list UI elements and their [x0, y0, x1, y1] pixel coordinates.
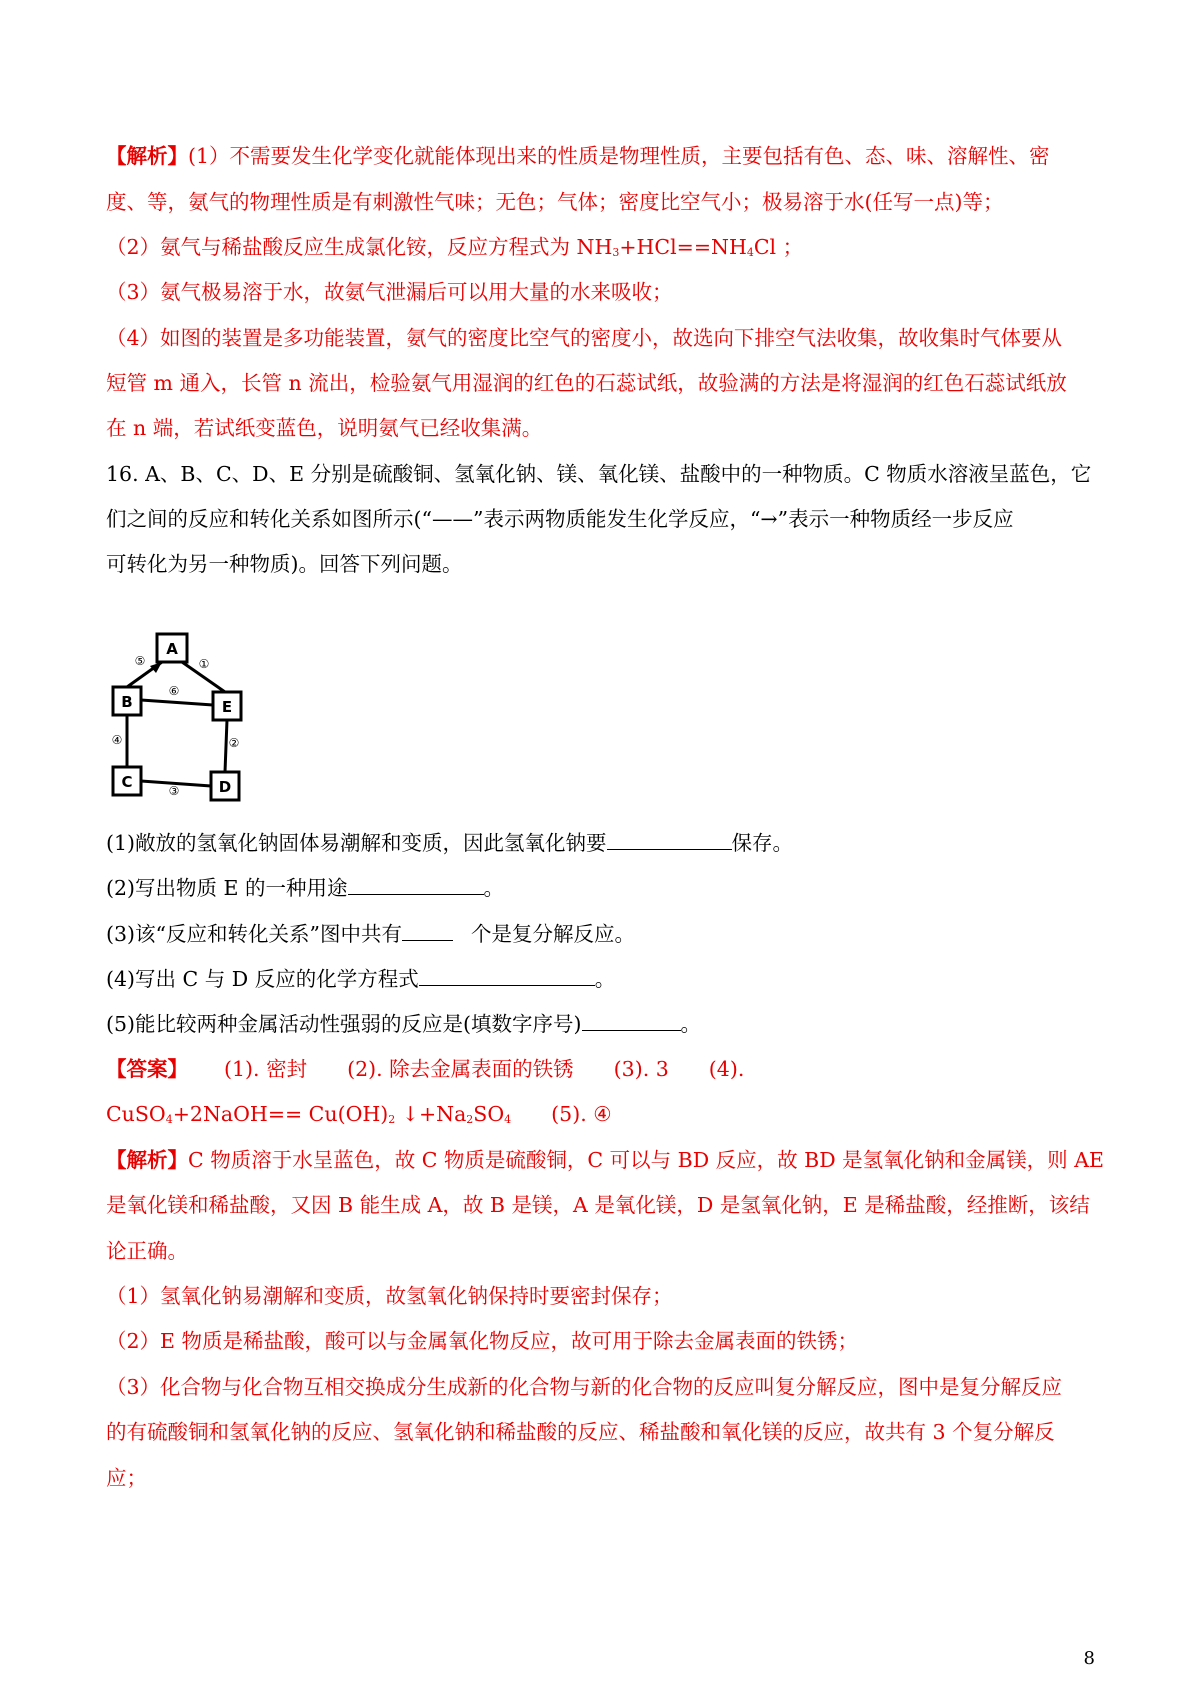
- label-c: C: [121, 773, 133, 791]
- arrow-head: [150, 662, 162, 673]
- analysis2-line3: 论正确。: [106, 1239, 188, 1263]
- analysis1-line1: 【解析】(1）不需要发生化学变化就能体现出来的性质是物理性质，主要包括有色、态、味、溶解性、密: [106, 144, 1050, 168]
- answer-tag: 【答案】: [106, 1057, 188, 1081]
- analysis1-line2: 度、等，氨气的物理性质是有刺激性气味；无色；气体；密度比空气小；极易溶于水(任写一点)等；: [106, 190, 1004, 214]
- analysis-tag: 【解析】: [106, 144, 188, 168]
- num-6: ⑥: [168, 684, 180, 698]
- label-a: A: [166, 640, 178, 658]
- sub-question-4: (4)写出 C 与 D 反应的化学方程式 。: [106, 963, 615, 994]
- label-e: E: [221, 698, 233, 716]
- edge-b-e: [141, 700, 213, 705]
- num-5: ⑤: [134, 654, 146, 668]
- question16-line2: 们之间的反应和转化关系如图所示(“——”表示两物质能发生化学反应，“→”表示一种物质经一步反应: [106, 507, 1014, 531]
- sub-question-3: (3)该“反应和转化关系”图中共有 个是复分解反应。: [106, 918, 635, 949]
- num-3: ③: [168, 784, 180, 798]
- answer-blank-2[interactable]: [348, 872, 484, 895]
- answer-blank-4[interactable]: [419, 963, 595, 986]
- analysis1-line5: （4）如图的装置是多功能装置，氨气的密度比空气的密度小，故选向下排空气法收集，故收集时气体要从: [106, 326, 1063, 350]
- sub-question-1: (1)敞放的氢氧化钠固体易潮解和变质，因此氢氧化钠要 保存。: [106, 827, 793, 858]
- answer-blank-5[interactable]: [582, 1008, 681, 1031]
- analysis2-line2: 是氧化镁和稀盐酸，又因 B 能生成 A，故 B 是镁，A 是氧化镁，D 是氢氧化钠，E 是稀盐酸，经推断，该结: [106, 1193, 1090, 1217]
- question16-line3: 可转化为另一种物质)。回答下列问题。: [106, 552, 463, 576]
- analysis-tag-2: 【解析】: [106, 1148, 188, 1172]
- answer-line2: CuSO$_4$+2NaOH== $Cu(OH)_2$ $↓+Na_2SO_4$ (5). ④: [106, 1102, 612, 1126]
- analysis2-line5: （2）E 物质是稀盐酸，酸可以与金属氧化物反应，故可用于除去金属表面的铁锈；: [106, 1329, 859, 1353]
- analysis2-line6: （3）化合物与化合物互相交换成分生成新的化合物与新的化合物的反应叫复分解反应，图中是复分解反应: [106, 1375, 1063, 1399]
- reaction-diagram: [110, 632, 270, 817]
- num-4: ④: [111, 733, 123, 747]
- answer-blank-3[interactable]: [402, 918, 453, 941]
- analysis2-line1: 【解析】C 物质溶于水呈蓝色，故 C 物质是硫酸铜，C 可以与 BD 反应，故 BD 是氢氧化钠和金属镁，则 AE: [106, 1148, 1104, 1172]
- label-d: D: [218, 778, 232, 796]
- page-number: 8: [1083, 1648, 1095, 1669]
- question16-line1: 16. A、B、C、D、E 分别是硫酸铜、氢氧化钠、镁、氧化镁、盐酸中的一种物质。C 物质水溶液呈蓝色，它: [106, 462, 1092, 486]
- num-2: ②: [228, 736, 240, 750]
- answer-blank-1[interactable]: [607, 827, 732, 850]
- analysis1-line4: （3）氨气极易溶于水，故氨气泄漏后可以用大量的水来吸收；: [106, 280, 673, 304]
- analysis1-line3: （2）氨气与稀盐酸反应生成氯化铵，反应方程式为 $NH_3+HCl==NH_4Cl$ ；: [106, 235, 804, 259]
- label-b: B: [121, 693, 133, 711]
- analysis2-line4: （1）氢氧化钠易潮解和变质，故氢氧化钠保持时要密封保存；: [106, 1284, 673, 1308]
- sub-question-2: (2)写出物质 E 的一种用途 。: [106, 872, 504, 903]
- sub-question-5: (5)能比较两种金属活动性强弱的反应是(填数字序号) 。: [106, 1008, 701, 1039]
- analysis1-line6: 短管 m 通入，长管 n 流出，检验氨气用湿润的红色的石蕊试纸，故验满的方法是将湿润的红色石蕊试纸放: [106, 371, 1067, 395]
- answer-line1: 【答案】 (1). 密封 (2). 除去金属表面的铁锈 (3). 3 (4).: [106, 1057, 745, 1081]
- edge-e-d: [225, 720, 227, 772]
- analysis2-line8: 应；: [106, 1466, 147, 1490]
- num-1: ①: [198, 657, 210, 671]
- analysis1-line7: 在 n 端，若试纸变蓝色，说明氨气已经收集满。: [106, 416, 543, 440]
- analysis2-line7: 的有硫酸铜和氢氧化钠的反应、氢氧化钠和稀盐酸的反应、稀盐酸和氧化镁的反应，故共有 3 个复分解反: [106, 1420, 1055, 1444]
